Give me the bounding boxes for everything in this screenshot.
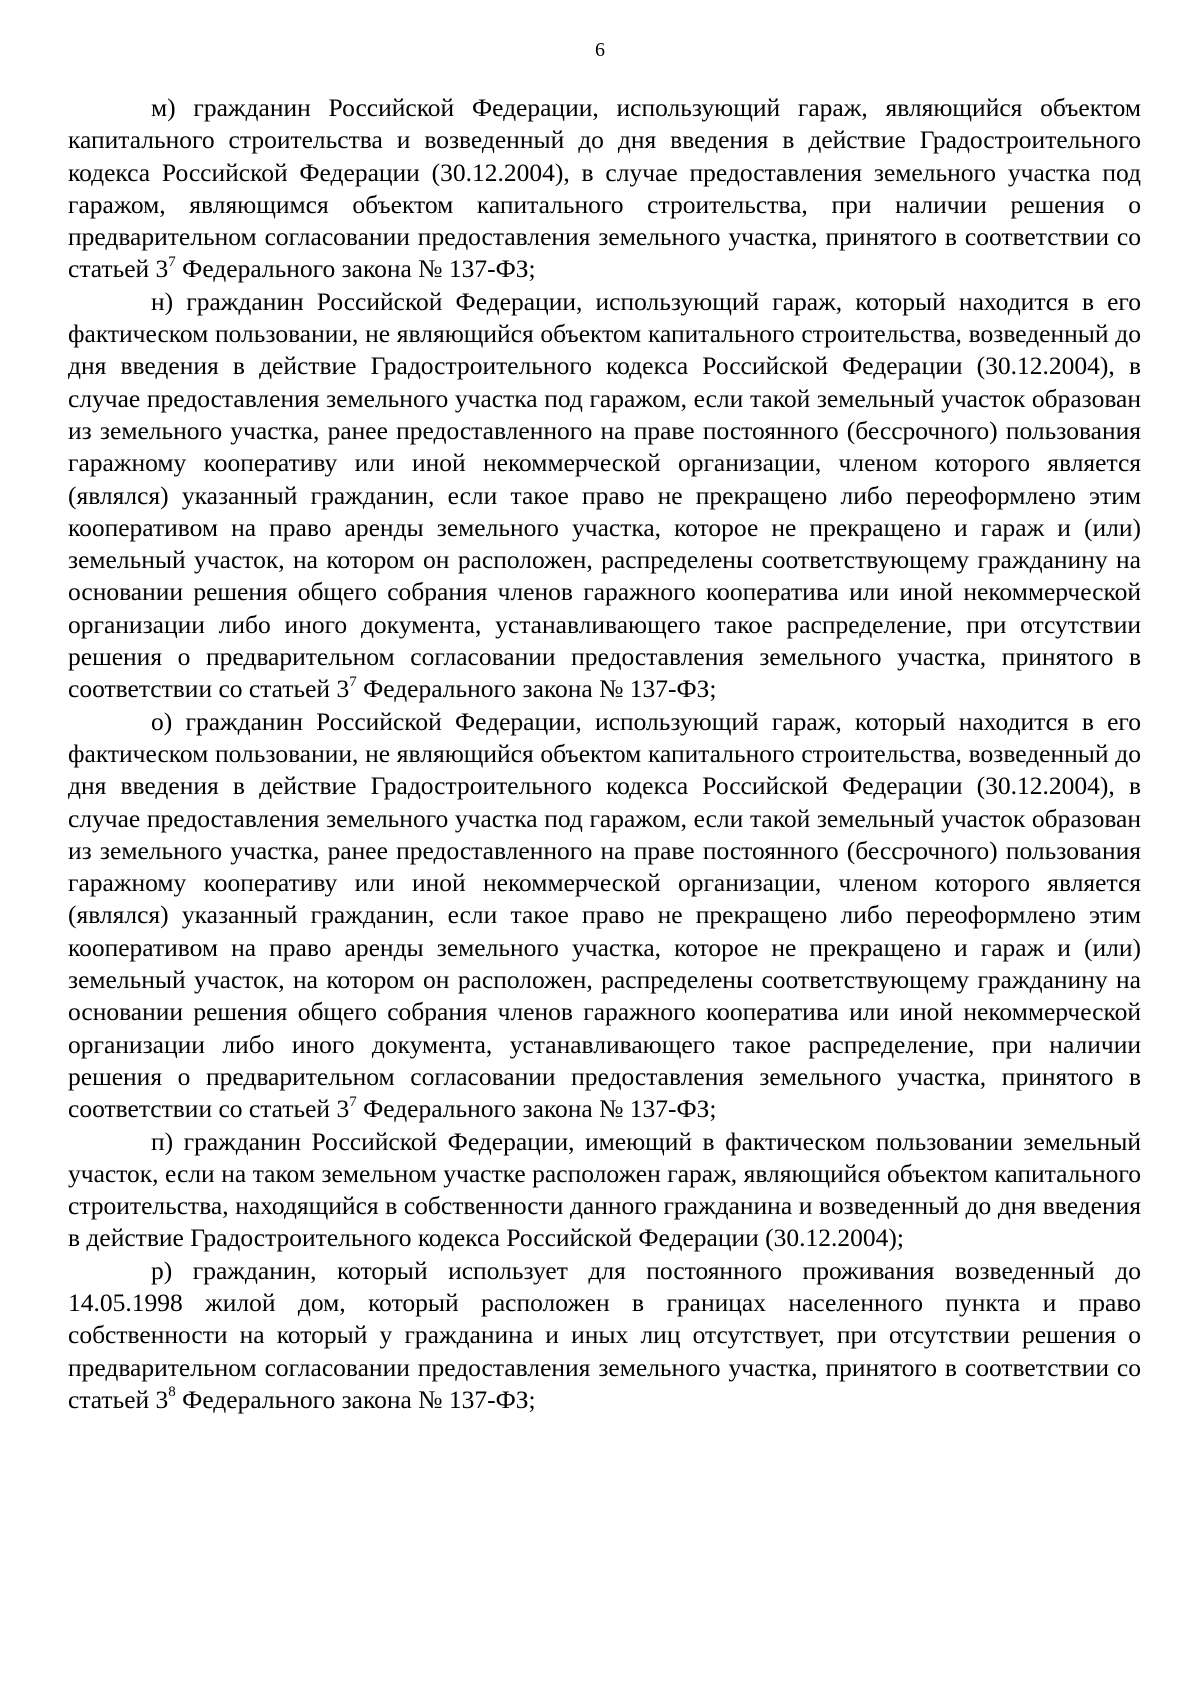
page-number: 6 xyxy=(595,39,605,61)
superscript: 7 xyxy=(168,253,176,270)
paragraph-text: гражданин Российской Федерации, использующий гараж, который находится в его фактическом пользовании, не являющийся объектом капитального строительства, возведенный до дня введения в действие Градостроительного кодекса Российской Федерации (30.12.2004), в случае предоставления земельного участка под гаражом, если такой земельный участок образован из земельного участка, ранее предоставленного на праве постоянного (бессрочного) пользования гаражному кооперативу или иной некоммерческой организации, членом которого является (являлся) указанный гражданин, если такое право не прекращено либо переоформлено этим кооперативом на право аренды земельного участка, которое не прекращено и гараж и (или) земельный участок, на котором он расположен, распределены соответствующему гражданину на основании решения общего собрания членов гаражного кооператива или иной некоммерческой организации либо иного документа, устанавливающего такое распределение, при наличии решения о предварительном согласовании предоставления земельного участка, принятого в соответствии со статьей 3 xyxy=(68,706,1142,1124)
paragraph-n xyxy=(68,286,1141,706)
paragraph-text: гражданин Российской Федерации, использующий гараж, который находится в его фактическом пользовании, не являющийся объектом капитального строительства, возведенный до дня введения в действие Градостроительного кодекса Российской Федерации (30.12.2004), в случае предоставления земельного участка под гаражом, если такой земельный участок образован из земельного участка, ранее предоставленного на праве постоянного (бессрочного) пользования гаражному кооперативу или иной некоммерческой организации, членом которого является (являлся) указанный гражданин, если такое право не прекращено либо переоформлено этим кооперативом на право аренды земельного участка, которое не прекращено и гараж и (или) земельный участок, на котором он расположен, распределены соответствующему гражданину на основании решения общего собрания членов гаражного кооператива или иной некоммерческой организации либо иного документа, устанавливающего такое распределение, при отсутствии решения о предварительном согласовании предоставления земельного участка, принятого в соответствии со статьей 3 xyxy=(68,286,1141,704)
paragraph-label: м) xyxy=(151,93,176,122)
paragraph-text-end: Федерального закона № 137-ФЗ; xyxy=(356,1094,717,1124)
paragraph-p xyxy=(68,1126,1141,1255)
paragraph-text: гражданин Российской Федерации, использующий гараж, являющийся объектом капитального строительства и возведенный до дня введения в действие Градостроительного кодекса Российской Федерации (30.12.2004), в случае предоставления земельного участка под гаражом, являющимся объектом капитального строительства, при наличии решения о предварительном согласовании предоставления земельного участка, принятого в соответствии со статьей 3 xyxy=(68,93,1141,284)
superscript: 8 xyxy=(168,1384,176,1401)
paragraph-label: р) xyxy=(151,1255,173,1285)
superscript: 7 xyxy=(349,673,357,690)
paragraph-label: п) xyxy=(151,1126,174,1156)
paragraph-text-end: Федерального закона № 137-ФЗ; xyxy=(175,1384,536,1414)
paragraph-text-end: Федерального закона № 137-ФЗ; xyxy=(175,254,536,284)
superscript: 7 xyxy=(349,1093,357,1110)
paragraph-label: н) xyxy=(151,286,174,316)
paragraph-o xyxy=(68,706,1141,1126)
paragraph-text: гражданин Российской Федерации, имеющий в фактическом пользовании земельный участок, если на таком земельном участке расположен гараж, являющийся объектом капитального строительства, находящийся в собственности данного гражданина и возведенный до дня введения в действие Градостроительного кодекса Российской Федерации (30.12.2004); xyxy=(68,1126,1142,1253)
paragraph-text-end: Федерального закона № 137-ФЗ; xyxy=(356,674,717,704)
paragraph-r xyxy=(68,1255,1141,1416)
paragraph-m xyxy=(68,92,1141,286)
paragraph-label: о) xyxy=(151,706,173,736)
paragraph-text: гражданин, который использует для постоянного проживания возведенный до 14.05.1998 жилой дом, который расположен в границах населенного пункта и право собственности на который у гражданина и иных лиц отсутствует, при отсутствии решения о предварительном согласовании предоставления земельного участка, принятого в соответствии со статьей 3 xyxy=(68,1255,1142,1414)
document-body xyxy=(68,92,1141,1416)
